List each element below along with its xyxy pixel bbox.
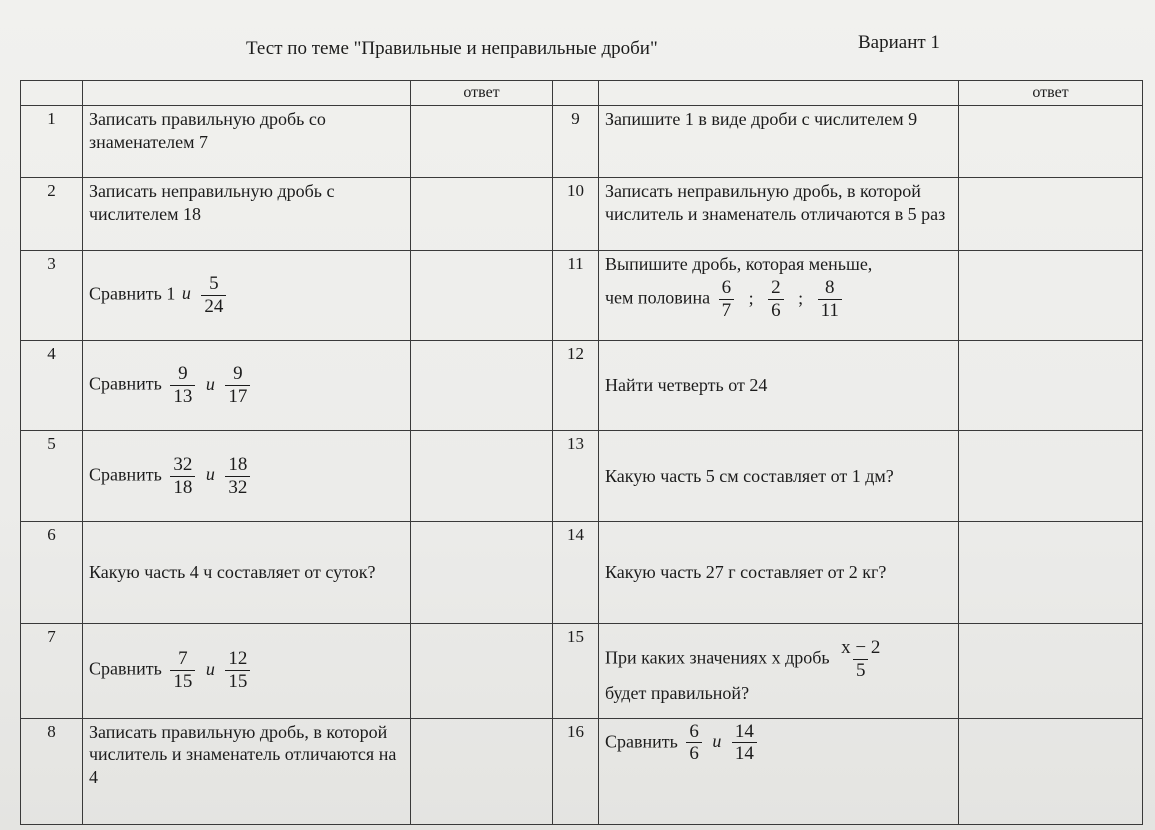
table-row — [21, 106, 1143, 178]
answer-cell[interactable] — [411, 341, 553, 431]
question-text: При каких значениях х дробь $\frac{x - 2}{5}$ будет правильной? — [599, 624, 959, 718]
question-number: 5 — [21, 431, 83, 521]
question-number: 14 — [553, 521, 599, 623]
answer-header-left: ответ — [411, 81, 553, 106]
question-compare: Сравнить $\frac{6}{6}$ и $\frac{14}{14}$ — [599, 718, 959, 824]
question-number: 8 — [21, 718, 83, 824]
fraction: $\frac{14}{14}$ — [732, 721, 757, 766]
question-text: Запишите 1 в виде дроби с числителем 9 — [599, 106, 959, 178]
question-text: Найти четверть от 24 — [599, 341, 959, 431]
question-number: 10 — [553, 178, 599, 250]
test-table — [20, 80, 1143, 825]
fraction: $\frac{8}{11}$ — [818, 277, 842, 322]
question-number: 15 — [553, 624, 599, 718]
fraction: $\frac{32}{18}$ — [170, 454, 195, 499]
answer-cell[interactable] — [411, 178, 553, 250]
fraction: $\frac{9}{13}$ — [170, 363, 195, 408]
question-number: 12 — [553, 341, 599, 431]
question-number: 16 — [553, 718, 599, 824]
test-title: Тест по теме "Правильные и неправильные дроби" — [246, 38, 658, 59]
question-number: 11 — [553, 250, 599, 340]
question-compare: Сравнить 1 и $\frac{5}{24}$ — [83, 250, 411, 340]
fraction: $\frac{x - 2}{5}$ — [841, 637, 881, 682]
question-compare: Сравнить $\frac{9}{13}$ и $\frac{9}{17}$ — [83, 341, 411, 431]
variant-label: Вариант 1 — [858, 32, 940, 53]
answer-cell[interactable] — [959, 718, 1143, 824]
question-text: Записать неправильную дробь, в которой числитель и знаменатель отличаются в 5 раз — [599, 178, 959, 250]
question-text: Записать правильную дробь со знаменателем 7 — [83, 106, 411, 178]
question-text: Какую часть 4 ч составляет от суток? — [83, 521, 411, 623]
table-row — [21, 431, 1143, 521]
question-text: Записать правильную дробь, в которой числитель и знаменатель отличаются на 4 — [83, 718, 411, 824]
fraction: $\frac{7}{15}$ — [170, 648, 195, 693]
answer-cell[interactable] — [411, 106, 553, 178]
question-number: 6 — [21, 521, 83, 623]
table-row — [21, 250, 1143, 340]
fraction: $\frac{12}{15}$ — [225, 648, 250, 693]
question-number: 9 — [553, 106, 599, 178]
answer-cell[interactable] — [959, 178, 1143, 250]
answer-cell[interactable] — [411, 521, 553, 623]
fraction: $\frac{18}{32}$ — [225, 454, 250, 499]
question-number: 4 — [21, 341, 83, 431]
header-row — [21, 81, 1143, 106]
fraction: $\frac{6}{6}$ — [686, 721, 702, 766]
answer-cell[interactable] — [959, 431, 1143, 521]
question-text: Какую часть 27 г составляет от 2 кг? — [599, 521, 959, 623]
answer-header-right: ответ — [959, 81, 1143, 106]
table-row — [21, 341, 1143, 431]
table-row — [21, 624, 1143, 718]
answer-cell[interactable] — [411, 250, 553, 340]
question-text: Записать неправильную дробь с числителем 18 — [83, 178, 411, 250]
answer-cell[interactable] — [959, 106, 1143, 178]
question-number: 3 — [21, 250, 83, 340]
question-number: 13 — [553, 431, 599, 521]
fraction: $\frac{2}{6}$ — [768, 277, 784, 322]
answer-cell[interactable] — [959, 250, 1143, 340]
fraction: $\frac{9}{17}$ — [225, 363, 250, 408]
table-row — [21, 521, 1143, 623]
fraction: $\frac{5}{24}$ — [201, 273, 226, 318]
fraction: $\frac{6}{7}$ — [719, 277, 735, 322]
question-number: 2 — [21, 178, 83, 250]
question-number: 1 — [21, 106, 83, 178]
table-row — [21, 718, 1143, 824]
answer-cell[interactable] — [959, 521, 1143, 623]
answer-cell[interactable] — [411, 624, 553, 718]
answer-cell[interactable] — [959, 624, 1143, 718]
answer-cell[interactable] — [959, 341, 1143, 431]
table-row — [21, 178, 1143, 250]
answer-cell[interactable] — [411, 718, 553, 824]
question-compare: Сравнить $\frac{7}{15}$ и $\frac{12}{15}$ — [83, 624, 411, 718]
question-compare: Сравнить $\frac{32}{18}$ и $\frac{18}{32}$ — [83, 431, 411, 521]
question-text: Выпишите дробь, которая меньше, чем половина $\frac{6}{7}$ ; $\frac{2}{6}$ ; $\frac{8}{11}$ — [599, 250, 959, 340]
question-number: 7 — [21, 624, 83, 718]
question-text: Какую часть 5 см составляет от 1 дм? — [599, 431, 959, 521]
answer-cell[interactable] — [411, 431, 553, 521]
